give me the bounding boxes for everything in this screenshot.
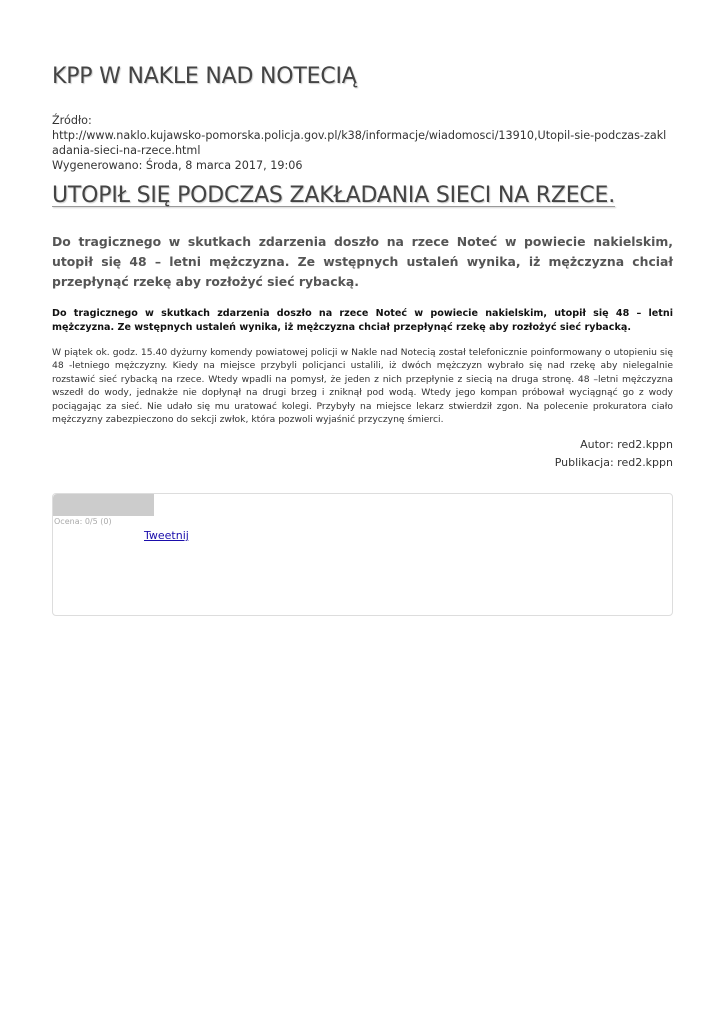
tweet-link[interactable]: Tweetnij	[144, 529, 189, 542]
article-body: W piątek ok. godz. 15.40 dyżurny komendy powiatowej policji w Nakle nad Notecią został telefonicznie poinformowany o utopieniu się 48 -letniego mężczyzny. Kiedy na miejsce przybyli policjanci ustalili, iż dwóch mężczyzn wybrało się nad rzekę aby nielegalnie rozstawić sieć rybacką na rzece. Wtedy wpadli na pomysł, że jeden z nich przepłynie z siecią na druga stronę. 48 –letni mężczyzna wszedł do wody, jednakże nie dopłynął na drugi brzeg i zniknął pod wodą. Wtedy jego kompan próbował wyciągnąć go z wody pociągając za sieć. Nie udało się mu uratować kolegi. Przybyły na miejsce lekarz stwierdził zgon. Na polecenie prokuratora ciało mężczyzny zabezpieczono do sekcji zwłok, która pozwoli wyjaśnić przyczynę śmierci.	[52, 347, 673, 426]
source-label: Źródło:	[52, 114, 92, 127]
source-url: http://www.naklo.kujawsko-pomorska.policja.gov.pl/k38/informacje/wiadomosci/13910,Utopil-sie-podczas-zakladania-sieci-na-rzece.html	[52, 129, 667, 157]
rating-bar[interactable]	[53, 494, 154, 516]
author-line: Autor: red2.kppn	[580, 438, 673, 451]
site-title: KPP W NAKLE NAD NOTECIĄ	[52, 64, 357, 89]
source-block	[52, 113, 673, 173]
rating-box	[52, 493, 673, 616]
publication-line: Publikacja: red2.kppn	[554, 456, 673, 469]
article-meta	[373, 436, 673, 472]
article-lead: Do tragicznego w skutkach zdarzenia doszło na rzece Noteć w powiecie nakielskim, utopił się 48 – letni mężczyzna. Ze wstępnych ustaleń wynika, iż mężczyzna chciał przepłynąć rzekę aby rozłożyć sieć rybacką.	[52, 234, 673, 289]
rating-label: Ocena: 0/5 (0)	[54, 517, 112, 526]
article-lead-repeat: Do tragicznego w skutkach zdarzenia doszło na rzece Noteć w powiecie nakielskim, utopił się 48 – letni mężczyzna. Ze wstępnych ustaleń wynika, iż mężczyzna chciał przepłynąć rzekę aby rozłożyć sieć rybacką.	[52, 308, 673, 333]
generated-date: Wygenerowano: Środa, 8 marca 2017, 19:06	[52, 159, 303, 172]
article-title: UTOPIŁ SIĘ PODCZAS ZAKŁADANIA SIECI NA RZECE.	[52, 183, 616, 208]
